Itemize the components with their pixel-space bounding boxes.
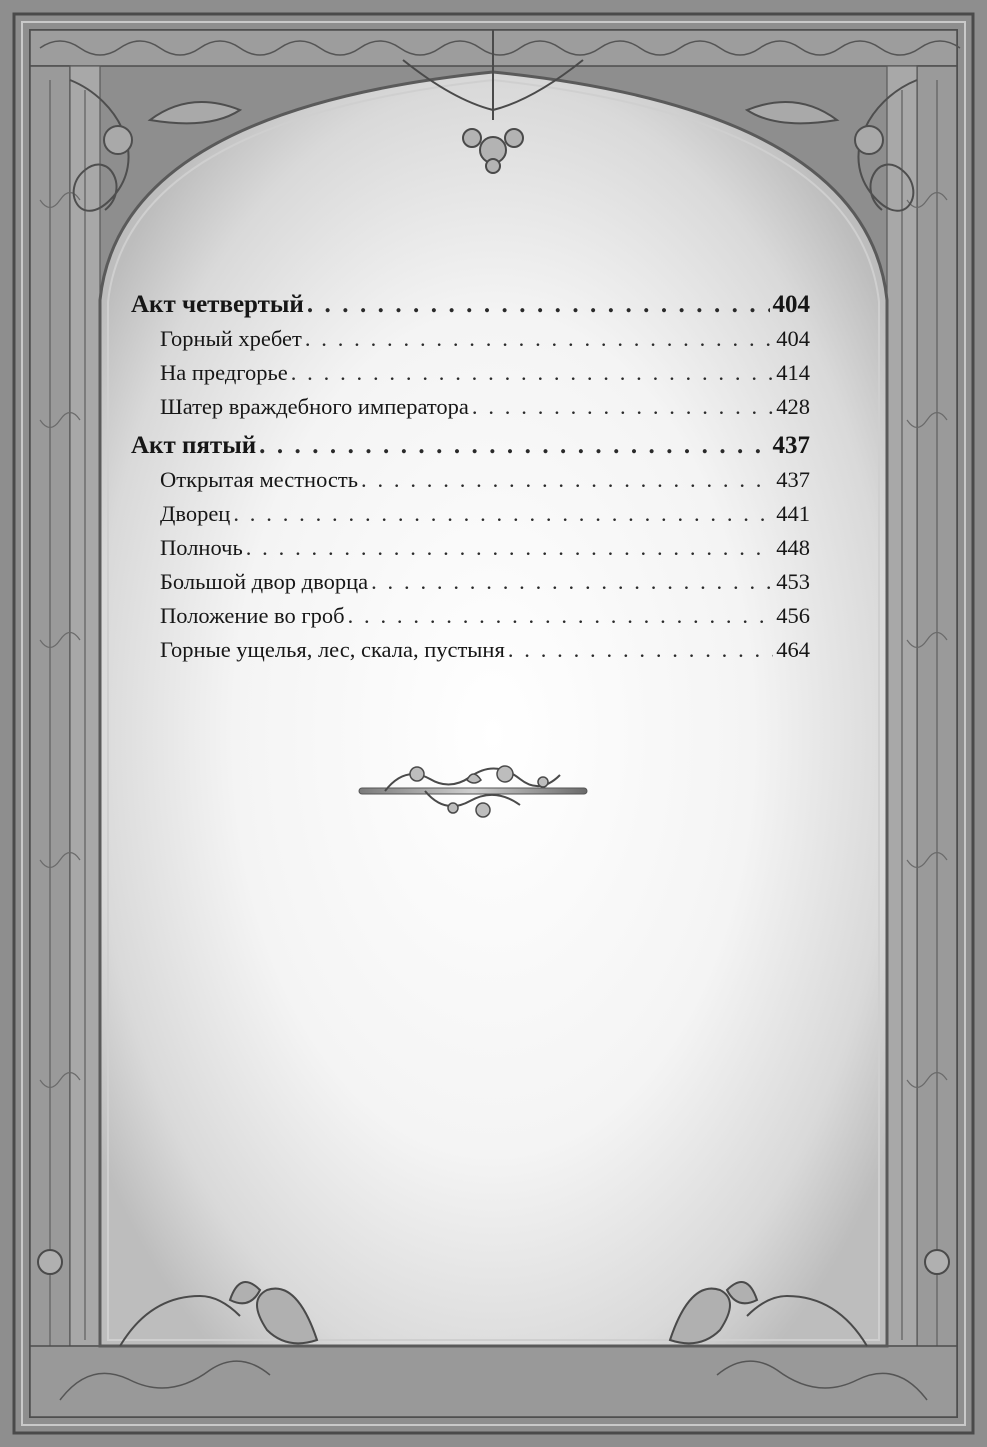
toc-entry-page: 404 [776, 326, 810, 351]
toc-entry-title: Шатер враждебного императора [160, 394, 469, 419]
vine-ornament-divider [355, 760, 591, 822]
toc-entry-page: 456 [776, 603, 810, 628]
toc-entry-title: Положение во гроб [160, 603, 345, 628]
toc-entry-page: 453 [776, 569, 810, 594]
dot-leader [233, 497, 773, 531]
dot-leader [259, 429, 769, 463]
toc-entry-title: Полночь [160, 535, 243, 560]
toc-entry[interactable] [131, 565, 810, 599]
toc-entry-title: Горные ущелья, лес, скала, пустыня [160, 637, 505, 662]
dot-leader [472, 390, 773, 424]
dot-leader [305, 322, 773, 356]
dot-leader [371, 565, 773, 599]
toc-entry-page: 437 [776, 467, 810, 492]
toc-entry-page: 428 [776, 394, 810, 419]
dot-leader [361, 463, 773, 497]
dot-leader [307, 288, 770, 322]
toc-entry-act[interactable] [131, 429, 810, 463]
toc-entry[interactable] [131, 633, 810, 667]
toc-entry-page: 404 [772, 291, 810, 318]
toc-entry-title: На предгорье [160, 360, 288, 385]
toc-entry[interactable] [131, 463, 810, 497]
dot-leader [508, 633, 773, 667]
toc-entry-title: Акт четвертый [131, 291, 304, 318]
toc-entry-title: Горный хребет [160, 326, 302, 351]
toc-entry-page: 464 [776, 637, 810, 662]
toc-entry[interactable] [131, 356, 810, 390]
dot-leader [246, 531, 774, 565]
toc-entry[interactable] [131, 322, 810, 356]
toc-entry[interactable] [131, 497, 810, 531]
toc-entry-title: Открытая местность [160, 467, 358, 492]
toc-entry-act[interactable] [131, 288, 810, 322]
table-of-contents [131, 288, 810, 667]
toc-entry-title: Акт пятый [131, 432, 257, 459]
toc-entry-title: Дворец [160, 501, 231, 526]
toc-entry[interactable] [131, 390, 810, 424]
toc-entry[interactable] [131, 599, 810, 633]
dot-leader [348, 599, 774, 633]
toc-entry-page: 448 [776, 535, 810, 560]
toc-entry[interactable] [131, 531, 810, 565]
toc-entry-page: 437 [772, 432, 810, 459]
dot-leader [291, 356, 774, 390]
toc-entry-title: Большой двор дворца [160, 569, 369, 594]
toc-entry-page: 414 [776, 360, 810, 385]
toc-entry-page: 441 [776, 501, 810, 526]
